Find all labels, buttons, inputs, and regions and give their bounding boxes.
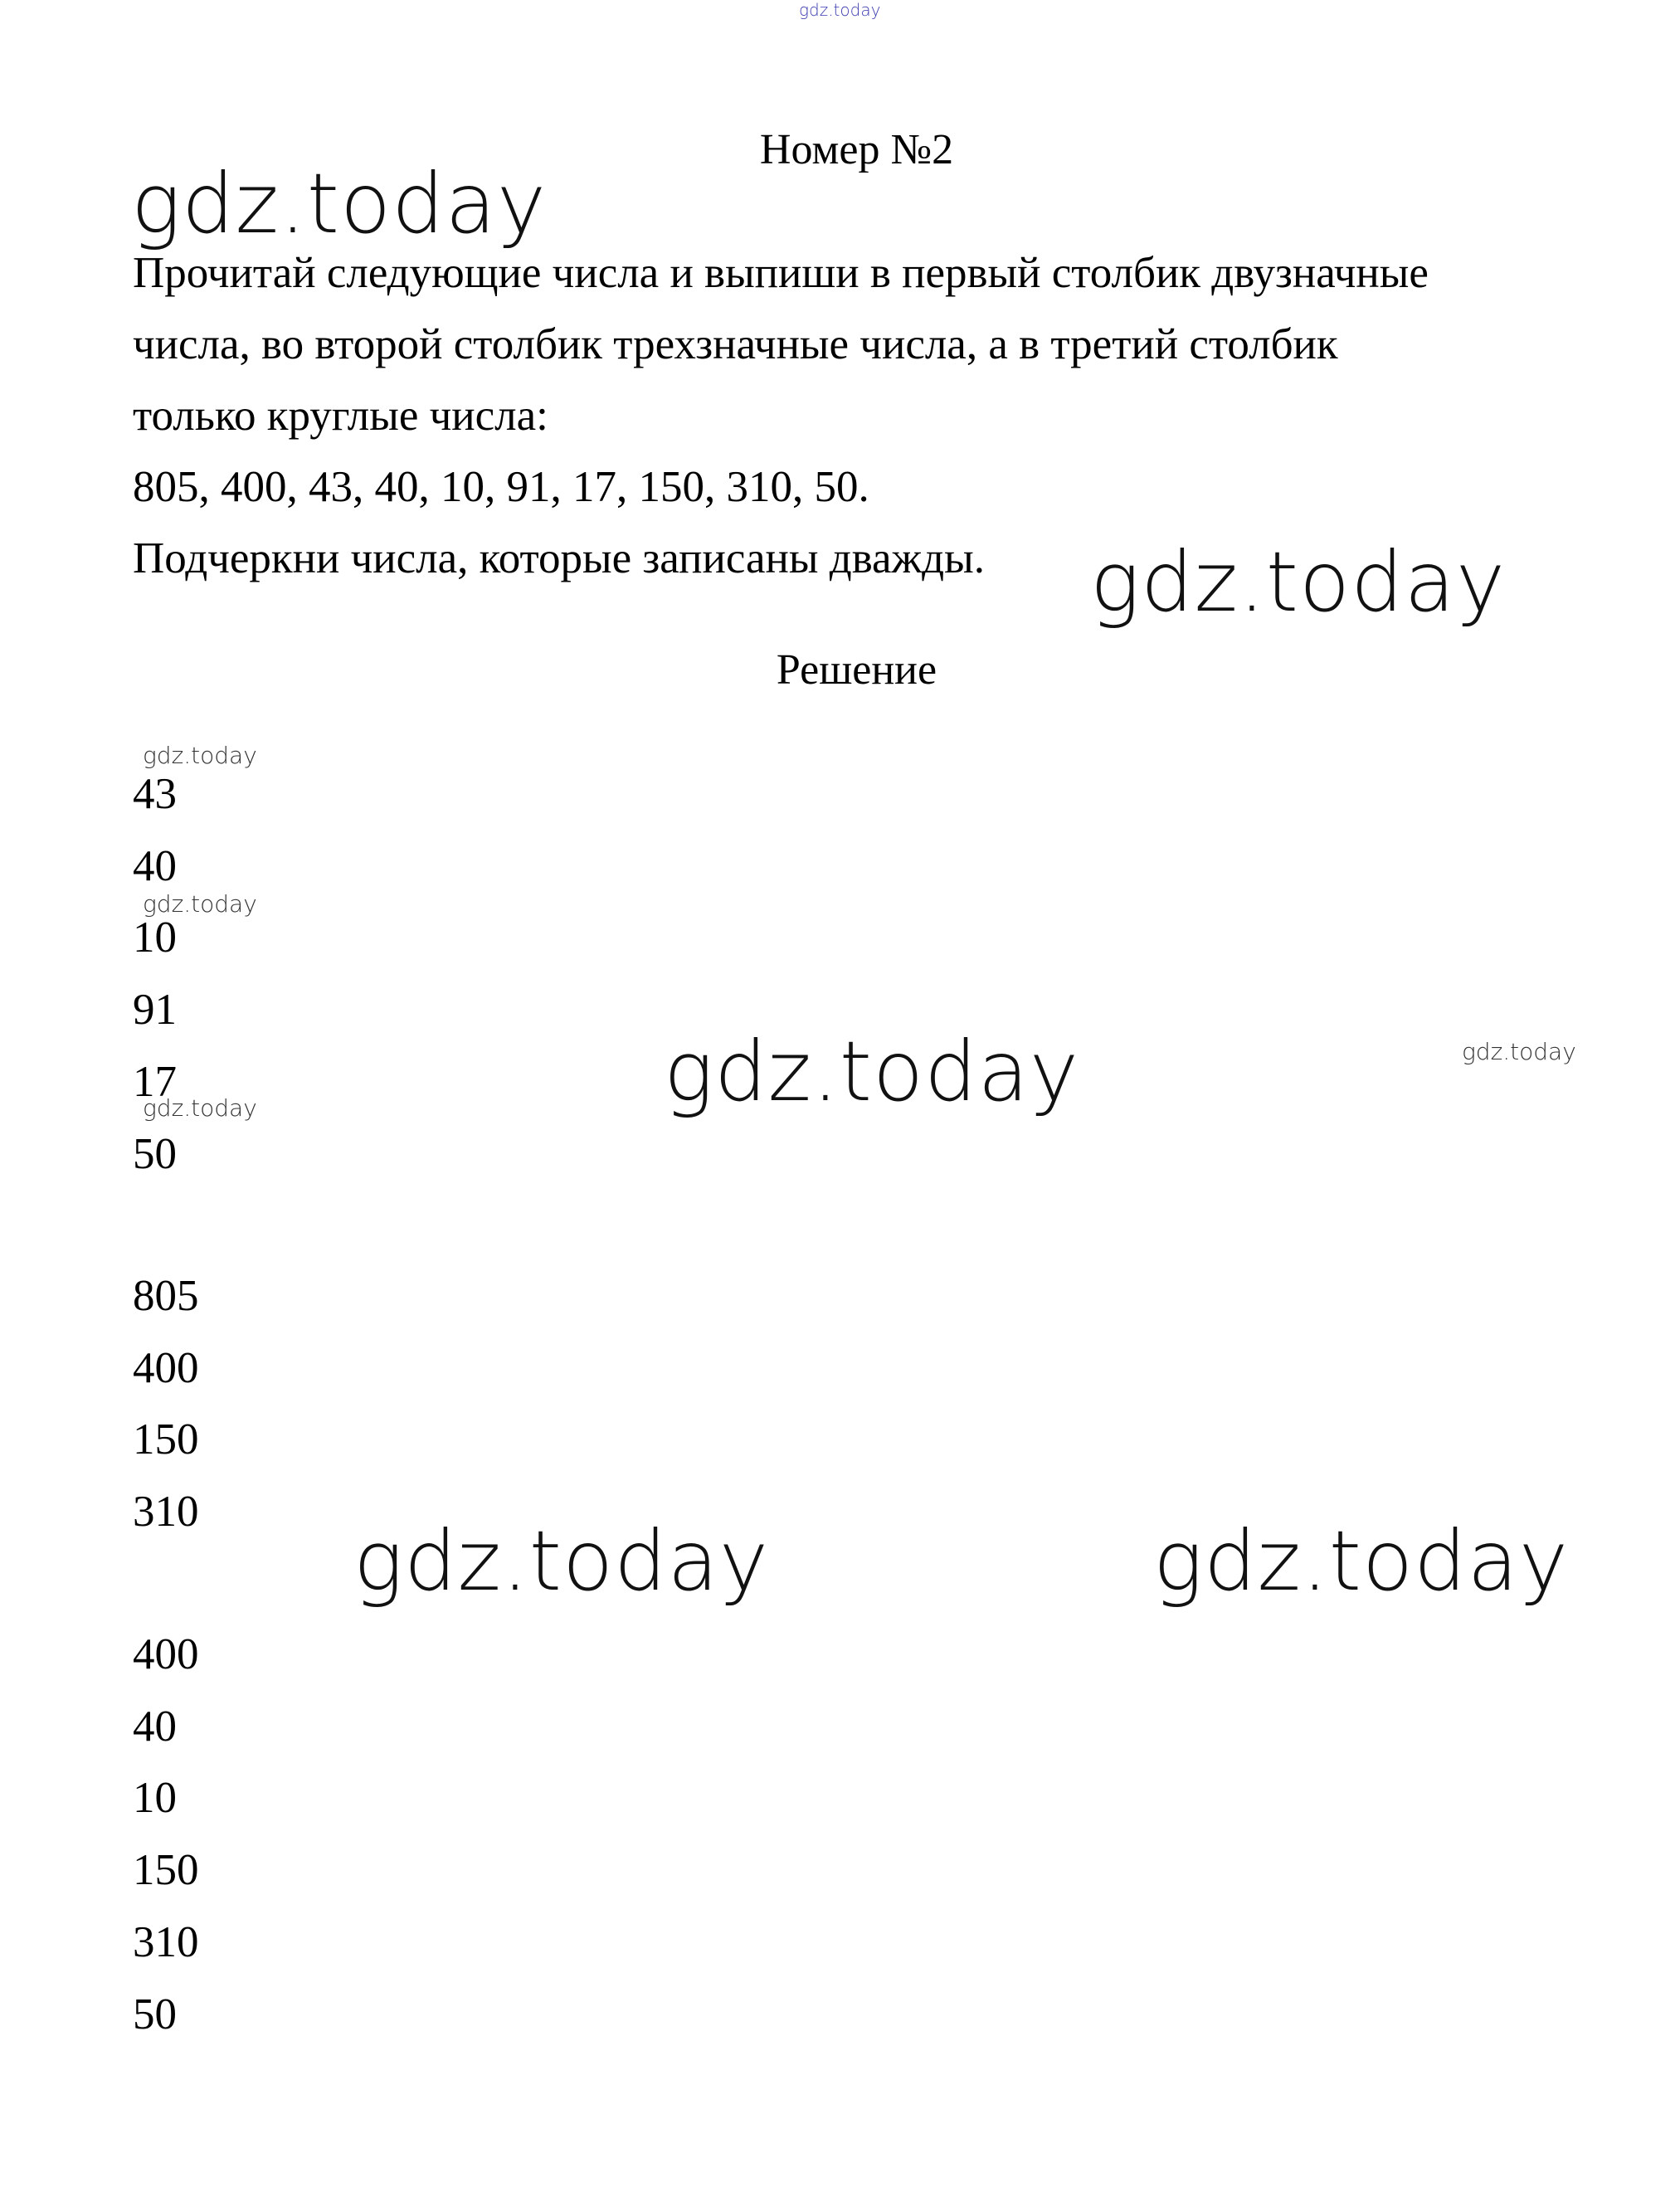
solution-title: Решение xyxy=(776,646,937,694)
answer-number: 805 xyxy=(133,1272,199,1320)
answer-number: 40 xyxy=(133,841,177,890)
answer-number: 91 xyxy=(133,986,177,1035)
answer-number: 400 xyxy=(133,1630,199,1678)
answer-number: 150 xyxy=(133,1846,199,1895)
watermark-small: gdz.today xyxy=(1462,1038,1576,1065)
answer-number: 150 xyxy=(133,1415,199,1464)
answer-number: 50 xyxy=(133,1129,177,1178)
task-line: числа, во второй столбик трехзначные числа, а в третий столбик xyxy=(133,320,1338,368)
answer-number: 310 xyxy=(133,1917,199,1966)
answer-number: 50 xyxy=(133,1990,177,2038)
watermark-top: gdz.today xyxy=(799,0,881,20)
watermark-small: gdz.today xyxy=(143,1094,257,1122)
round-numbers-column xyxy=(133,1619,199,2050)
three-digit-column xyxy=(133,1260,199,1548)
task-line: только круглые числа: xyxy=(133,392,548,440)
task-numbers-line: 805, 400, 43, 40, 10, 91, 17, 150, 310, 50. xyxy=(133,463,869,511)
task-line: Подчеркни числа, которые записаны дважды. xyxy=(133,534,986,582)
task-statement xyxy=(133,237,1593,594)
answer-number: 400 xyxy=(133,1343,199,1392)
task-title: Номер №2 xyxy=(759,126,954,173)
watermark-large: gdz.today xyxy=(1090,533,1507,631)
answer-number: 10 xyxy=(133,913,177,962)
task-line: Прочитай следующие числа и выпиши в первый столбик двузначные xyxy=(133,249,1429,297)
watermark-large: gdz.today xyxy=(131,155,548,252)
two-digit-column xyxy=(133,758,177,1190)
watermark-small: gdz.today xyxy=(143,742,257,769)
watermark-large: gdz.today xyxy=(1153,1512,1570,1610)
answer-number: 310 xyxy=(133,1488,199,1537)
answer-number: 40 xyxy=(133,1702,177,1751)
answer-number: 43 xyxy=(133,770,177,818)
answer-number: 17 xyxy=(133,1057,177,1106)
watermark-large: gdz.today xyxy=(353,1512,770,1610)
watermark-large: gdz.today xyxy=(664,1023,1080,1120)
answer-number: 10 xyxy=(133,1774,177,1823)
watermark-small: gdz.today xyxy=(143,890,257,918)
